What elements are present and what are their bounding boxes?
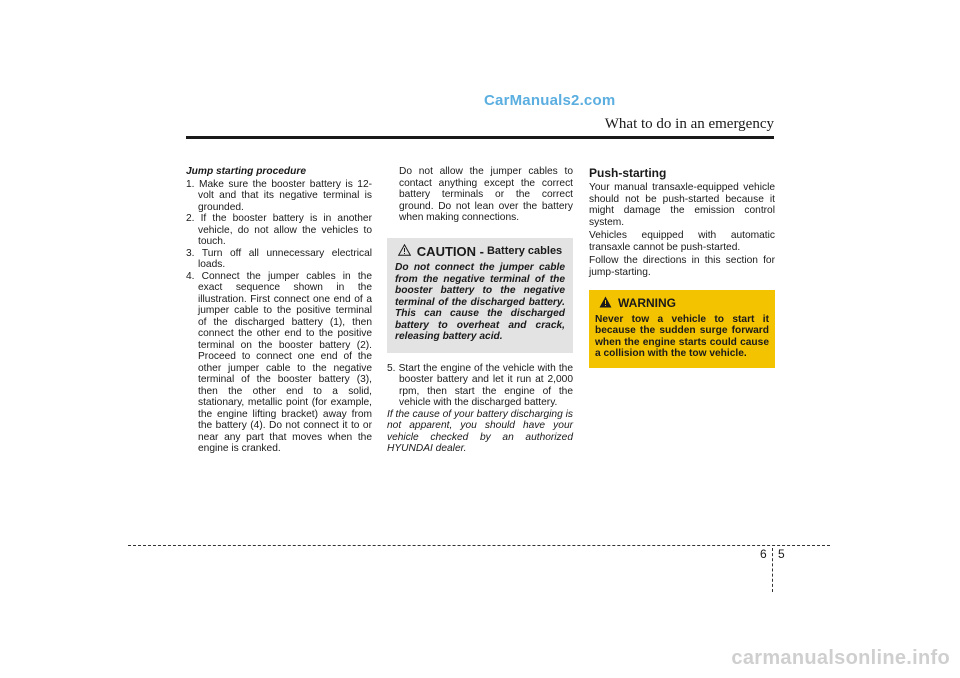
paragraph: Follow the directions in this section for jump-starting. xyxy=(589,255,775,278)
column-jump-continued xyxy=(387,166,573,455)
list-item: 1. Make sure the booster battery is 12-volt and that its negative terminal is grounded. xyxy=(186,178,372,213)
list-item: 3. Turn off all unnecessary electrical loads. xyxy=(186,247,372,270)
caution-title-main: CAUTION - xyxy=(416,243,484,259)
column-jump-starting xyxy=(186,166,372,455)
heading-push-starting: Push-starting xyxy=(589,166,667,180)
list-item: 4. Connect the jumper cables in the exact sequence shown in the illustration. First connect one end of a jumper cable to the positive terminal of the discharged battery (1), then connect the other end to the positive terminal on the booster battery (2). Proceed to connect one end of the other jumper cable to the negative terminal of the booster battery (3), then the other end to a solid, stationary, metallic point (for example, the engine lifting bracket) away from the battery (4). Do not connect it to or near any part that moves when the engine is cranked. xyxy=(186,270,372,454)
paragraph: Your manual transaxle-equipped vehicle should not be push-started because it might damage the emission control system. xyxy=(589,182,775,228)
paragraph: Vehicles equipped with automatic transaxle cannot be push-started. xyxy=(589,230,775,253)
dealer-note: If the cause of your battery discharging is not apparent, you should have your vehicle checked by an authorized HYUNDAI dealer. xyxy=(387,408,573,454)
list-item: 5. Start the engine of the vehicle with the booster battery and let it run at 2,000 rpm, then start the engine of the vehicle with the discharged battery. xyxy=(387,362,573,408)
caution-title-sub: Battery cables xyxy=(486,244,563,257)
warning-triangle-icon xyxy=(599,296,612,311)
page-section-number: 6 xyxy=(760,547,767,561)
cable-contact-note: Do not allow the jumper cables to contact anything except the correct battery terminals or the correct ground. Do not lean over the battery when making connections. xyxy=(399,166,573,223)
subheading-jump-starting: Jump starting procedure xyxy=(186,166,307,177)
column-push-starting xyxy=(589,166,775,368)
warning-triangle-outline-icon xyxy=(398,244,411,260)
warning-body: Never tow a vehicle to start it because the sudden surge forward when the engine starts could cause a collision with the tow vehicle. xyxy=(595,313,769,359)
header-rule xyxy=(186,136,774,139)
warning-title xyxy=(599,296,769,311)
watermark-bottom: carmanualsonline.info xyxy=(731,647,950,669)
warning-title-text: WARNING xyxy=(618,295,676,310)
warning-box xyxy=(589,290,775,368)
page-number: 5 xyxy=(778,547,785,561)
caution-title xyxy=(395,244,565,260)
caution-box xyxy=(387,238,573,353)
footer-divider xyxy=(128,545,830,546)
section-title: What to do in an emergency xyxy=(604,116,774,132)
list-item: 2. If the booster battery is in another vehicle, do not allow the vehicles to touch. xyxy=(186,213,372,247)
watermark-top: CarManuals2.com xyxy=(484,92,616,109)
page-number-divider xyxy=(772,548,773,592)
caution-body: Do not connect the jumper cable from the negative terminal of the booster battery to the negative terminal of the discharged battery. This can cause the discharged battery to overheat and crack, releasing battery acid. xyxy=(395,262,565,342)
